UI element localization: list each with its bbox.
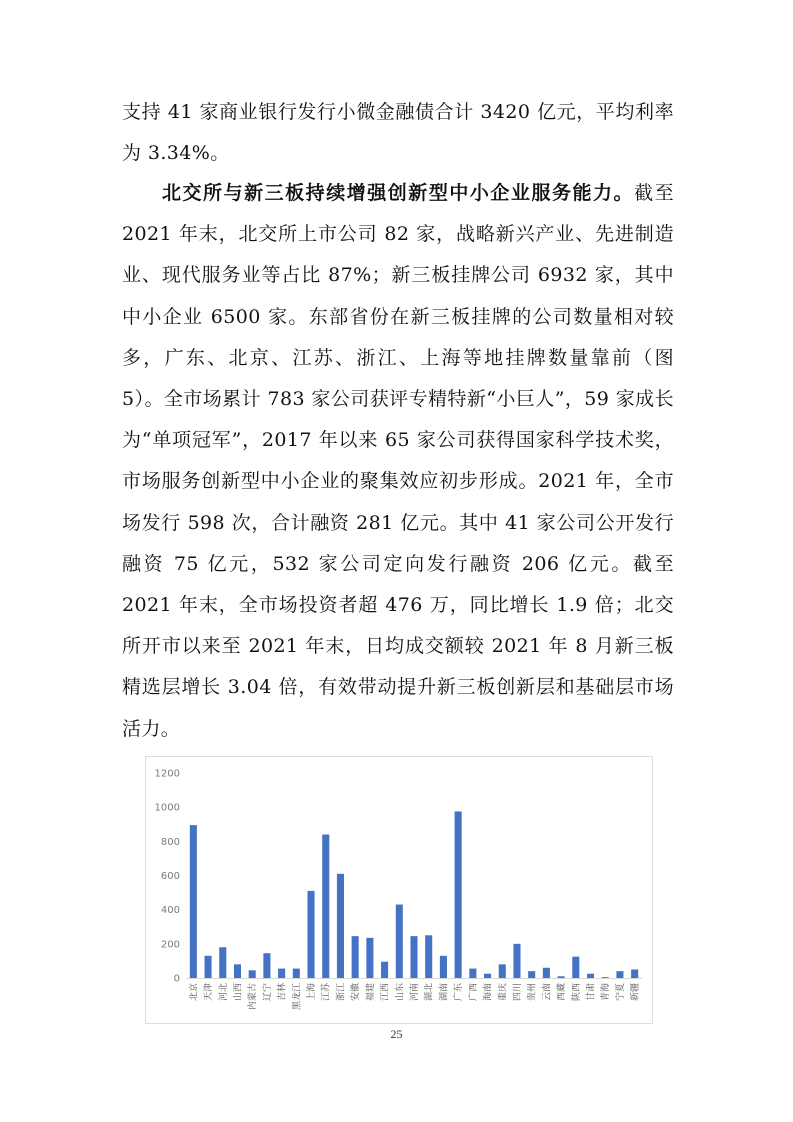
bar <box>631 969 638 978</box>
x-tick-label: 宁夏 <box>615 983 626 1002</box>
y-tick-label: 800 <box>160 836 180 848</box>
bar <box>249 970 256 978</box>
x-tick-label: 山东 <box>395 983 406 1002</box>
bar <box>234 964 241 978</box>
bar <box>205 956 212 978</box>
x-tick-label: 上海 <box>307 983 318 1002</box>
x-tick-label: 湖南 <box>439 983 450 1002</box>
bar <box>381 962 388 978</box>
bar <box>587 974 594 978</box>
x-tick-label: 北京 <box>189 983 200 1002</box>
x-tick-label: 江西 <box>380 983 391 1002</box>
paragraph-neeq <box>122 173 674 750</box>
x-tick-label: 广西 <box>468 983 479 1002</box>
bar <box>278 969 285 978</box>
paragraph-body: 截至 2021 年末，北交所上市公司 82 家，战略新兴产业、先进制造业、现代服务业等占比 87%；新三板挂牌公司 6932 家，其中中小企业 6500 家。东部省份在新三板挂牌的公司数量相对较多，广东、北京、江苏、浙江、上海等地挂牌数量靠前（图 5）。全市场累计 783 家公司获评专精特新“小巨人”，59 家成长为“单项冠军”，2017 年以来 65 家公司获得国家科学技术奖，市场服务创新型中小企业的聚集效应初步形成。2021 年，全市场发行 598 次，合计融资 281 亿元。其中 41 家公司公开发行融资 75 亿元，532 家公司定向发行融资 206 亿元。截至 2021 年末，全市场投资者超 476 万，同比增长 1.9 倍；北交所开市以来至 2021 年末，日均成交额较 2021 年 8 月新三板精选层增长 3.04 倍，有效带动提升新三板创新层和基础层市场活力。 <box>122 182 674 740</box>
bar <box>499 964 506 978</box>
bar <box>455 811 462 978</box>
bar <box>410 936 417 978</box>
x-tick-label: 新疆 <box>630 983 641 1002</box>
x-tick-label: 青海 <box>601 983 612 1002</box>
bar <box>425 935 432 978</box>
chart-canvas <box>146 757 652 1023</box>
x-tick-label: 天津 <box>204 983 215 1002</box>
x-tick-label: 福建 <box>365 983 376 1002</box>
bar <box>513 944 520 978</box>
bar <box>308 891 315 978</box>
bar <box>440 956 447 978</box>
bar <box>558 976 565 978</box>
x-tick-label: 陕西 <box>571 983 582 1002</box>
bar <box>322 835 329 979</box>
x-tick-label: 湖北 <box>424 983 435 1002</box>
bar <box>484 974 491 978</box>
x-tick-label: 海南 <box>483 983 494 1002</box>
bar <box>190 825 197 978</box>
x-tick-label: 吉林 <box>277 983 288 1002</box>
bar-chart-listed-companies-by-province <box>145 756 653 1024</box>
bar <box>219 947 226 978</box>
y-tick-label: 200 <box>160 939 180 951</box>
x-tick-label: 广东 <box>454 983 465 1002</box>
y-tick-label: 0 <box>173 973 180 985</box>
x-tick-label: 四川 <box>512 983 523 1002</box>
x-tick-label: 河南 <box>410 983 420 1002</box>
y-tick-label: 1200 <box>154 768 180 780</box>
bar <box>528 971 535 978</box>
x-tick-label: 浙江 <box>336 983 347 1002</box>
x-tick-label: 云南 <box>542 983 553 1002</box>
y-tick-label: 400 <box>160 905 180 917</box>
y-tick-label: 1000 <box>154 802 180 814</box>
bar <box>366 938 373 978</box>
paragraph-lead-heading: 北交所与新三板持续增强创新型中小企业服务能力。 <box>162 182 635 204</box>
x-tick-label: 黑龙江 <box>292 983 303 1011</box>
bar <box>469 969 476 978</box>
bar <box>602 977 609 978</box>
x-tick-label: 贵州 <box>527 983 538 1002</box>
x-tick-label: 西藏 <box>557 983 568 1002</box>
x-tick-label: 江苏 <box>321 983 332 1002</box>
x-tick-label: 河北 <box>218 983 229 1002</box>
bar <box>616 971 623 978</box>
bar <box>352 936 359 978</box>
x-tick-label: 内蒙古 <box>248 983 259 1011</box>
x-tick-label: 山西 <box>233 983 244 1002</box>
x-tick-label: 安徽 <box>351 983 362 1002</box>
page-number: 25 <box>390 1027 403 1041</box>
paragraph-microfinance: 支持 41 家商业银行发行小微金融债合计 3420 亿元，平均利率为 3.34%。 <box>122 101 674 165</box>
bar <box>543 968 550 978</box>
bar <box>396 905 403 978</box>
bar <box>293 969 300 978</box>
y-tick-label: 600 <box>160 871 180 882</box>
x-tick-label: 辽宁 <box>262 983 273 1002</box>
bar <box>337 874 344 978</box>
bar <box>263 953 270 978</box>
x-tick-label: 甘肃 <box>586 983 597 1002</box>
bar <box>572 957 579 978</box>
x-tick-label: 重庆 <box>498 983 509 1002</box>
